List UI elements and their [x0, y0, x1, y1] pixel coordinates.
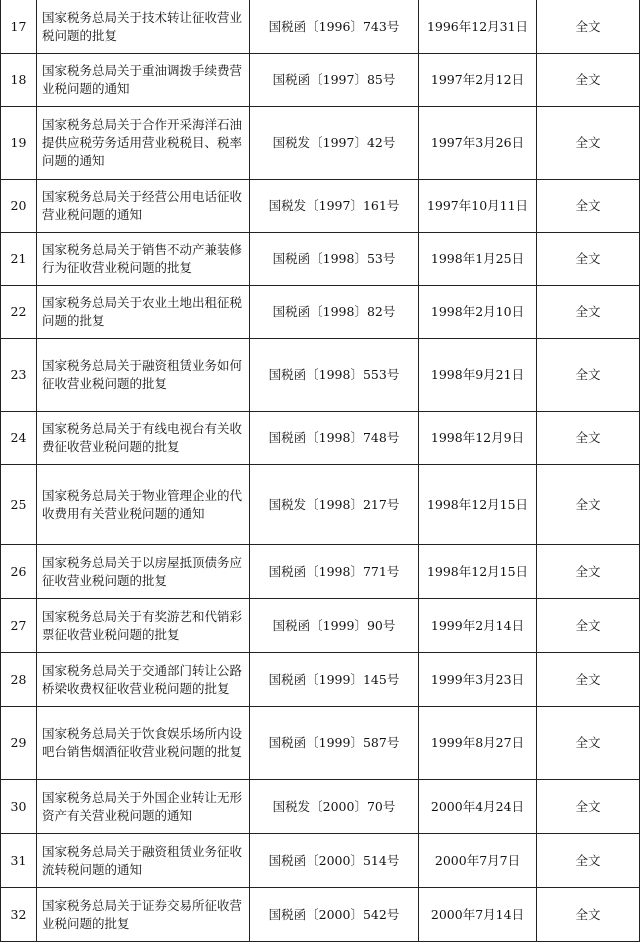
- full-text-link[interactable]: 全文: [537, 233, 640, 286]
- document-title: 国家税务总局关于经营公用电话征收营业税问题的通知: [37, 180, 250, 233]
- full-text-link[interactable]: 全文: [537, 834, 640, 888]
- table-row: [1, 233, 640, 286]
- issue-date: 1999年2月14日: [419, 599, 537, 653]
- document-title: 国家税务总局关于融资租赁业务征收流转税问题的通知: [37, 834, 250, 888]
- issue-date: 1998年12月15日: [419, 465, 537, 545]
- document-title: 国家税务总局关于融资租赁业务如何征收营业税问题的批复: [37, 339, 250, 412]
- issue-date: 1998年2月10日: [419, 286, 537, 339]
- document-title: 国家税务总局关于重油调拨手续费营业税问题的通知: [37, 54, 250, 107]
- document-title: 国家税务总局关于有线电视台有关收费征收营业税问题的批复: [37, 412, 250, 465]
- full-text-link[interactable]: 全文: [537, 780, 640, 834]
- document-number: 国税函〔1998〕82号: [250, 286, 419, 339]
- row-number: 18: [1, 54, 37, 107]
- issue-date: 1998年12月9日: [419, 412, 537, 465]
- table-row: [1, 888, 640, 942]
- issue-date: 1998年1月25日: [419, 233, 537, 286]
- document-title: 国家税务总局关于合作开采海洋石油提供应税劳务适用营业税税目、税率问题的通知: [37, 107, 250, 180]
- issue-date: 1998年9月21日: [419, 339, 537, 412]
- document-title: 国家税务总局关于物业管理企业的代收费用有关营业税问题的通知: [37, 465, 250, 545]
- document-number: 国税发〔1997〕42号: [250, 107, 419, 180]
- full-text-link[interactable]: 全文: [537, 653, 640, 707]
- table-body: [1, 0, 640, 942]
- row-number: 20: [1, 180, 37, 233]
- document-title: 国家税务总局关于外国企业转让无形资产有关营业税问题的通知: [37, 780, 250, 834]
- table-row: [1, 653, 640, 707]
- document-number: 国税函〔2000〕542号: [250, 888, 419, 942]
- table-row: [1, 286, 640, 339]
- table-row: [1, 180, 640, 233]
- row-number: 24: [1, 412, 37, 465]
- full-text-link[interactable]: 全文: [537, 412, 640, 465]
- document-number: 国税发〔1997〕161号: [250, 180, 419, 233]
- row-number: 26: [1, 545, 37, 599]
- full-text-link[interactable]: 全文: [537, 107, 640, 180]
- full-text-link[interactable]: 全文: [537, 545, 640, 599]
- document-title: 国家税务总局关于证券交易所征收营业税问题的批复: [37, 888, 250, 942]
- document-title: 国家税务总局关于饮食娱乐场所内设吧台销售烟酒征收营业税问题的批复: [37, 707, 250, 780]
- issue-date: 1998年12月15日: [419, 545, 537, 599]
- document-number: 国税函〔1999〕587号: [250, 707, 419, 780]
- issue-date: 2000年7月14日: [419, 888, 537, 942]
- document-title: 国家税务总局关于销售不动产兼装修行为征收营业税问题的批复: [37, 233, 250, 286]
- row-number: 31: [1, 834, 37, 888]
- table-row: [1, 834, 640, 888]
- full-text-link[interactable]: 全文: [537, 707, 640, 780]
- row-number: 23: [1, 339, 37, 412]
- table-row: [1, 780, 640, 834]
- document-number: 国税函〔1999〕145号: [250, 653, 419, 707]
- row-number: 30: [1, 780, 37, 834]
- full-text-link[interactable]: 全文: [537, 180, 640, 233]
- row-number: 29: [1, 707, 37, 780]
- issue-date: 1997年10月11日: [419, 180, 537, 233]
- document-title: 国家税务总局关于有奖游艺和代销彩票征收营业税问题的批复: [37, 599, 250, 653]
- issue-date: 1999年8月27日: [419, 707, 537, 780]
- document-number: 国税发〔2000〕70号: [250, 780, 419, 834]
- row-number: 19: [1, 107, 37, 180]
- row-number: 22: [1, 286, 37, 339]
- document-title: 国家税务总局关于技术转让征收营业税问题的批复: [37, 0, 250, 54]
- document-number: 国税函〔2000〕514号: [250, 834, 419, 888]
- full-text-link[interactable]: 全文: [537, 888, 640, 942]
- document-title: 国家税务总局关于以房屋抵顶债务应征收营业税问题的批复: [37, 545, 250, 599]
- document-number: 国税函〔1998〕53号: [250, 233, 419, 286]
- document-number: 国税函〔1996〕743号: [250, 0, 419, 54]
- full-text-link[interactable]: 全文: [537, 286, 640, 339]
- row-number: 32: [1, 888, 37, 942]
- issue-date: 1999年3月23日: [419, 653, 537, 707]
- document-number: 国税函〔1997〕85号: [250, 54, 419, 107]
- table-row: [1, 545, 640, 599]
- issue-date: 1997年3月26日: [419, 107, 537, 180]
- table-row: [1, 412, 640, 465]
- table-row: [1, 707, 640, 780]
- row-number: 28: [1, 653, 37, 707]
- document-number: 国税发〔1998〕217号: [250, 465, 419, 545]
- row-number: 27: [1, 599, 37, 653]
- issue-date: 2000年7月7日: [419, 834, 537, 888]
- full-text-link[interactable]: 全文: [537, 465, 640, 545]
- document-number: 国税函〔1999〕90号: [250, 599, 419, 653]
- document-number: 国税函〔1998〕748号: [250, 412, 419, 465]
- issue-date: 2000年4月24日: [419, 780, 537, 834]
- table-row: [1, 54, 640, 107]
- document-title: 国家税务总局关于交通部门转让公路桥梁收费权征收营业税问题的批复: [37, 653, 250, 707]
- full-text-link[interactable]: 全文: [537, 54, 640, 107]
- full-text-link[interactable]: 全文: [537, 599, 640, 653]
- full-text-link[interactable]: 全文: [537, 339, 640, 412]
- row-number: 25: [1, 465, 37, 545]
- table-row: [1, 599, 640, 653]
- table-row: [1, 465, 640, 545]
- document-title: 国家税务总局关于农业土地出租征税问题的批复: [37, 286, 250, 339]
- row-number: 21: [1, 233, 37, 286]
- document-number: 国税函〔1998〕771号: [250, 545, 419, 599]
- table-row: [1, 107, 640, 180]
- full-text-link[interactable]: 全文: [537, 0, 640, 54]
- issue-date: 1996年12月31日: [419, 0, 537, 54]
- table-row: [1, 339, 640, 412]
- row-number: 17: [1, 0, 37, 54]
- document-number: 国税函〔1998〕553号: [250, 339, 419, 412]
- table-row: [1, 0, 640, 54]
- issue-date: 1997年2月12日: [419, 54, 537, 107]
